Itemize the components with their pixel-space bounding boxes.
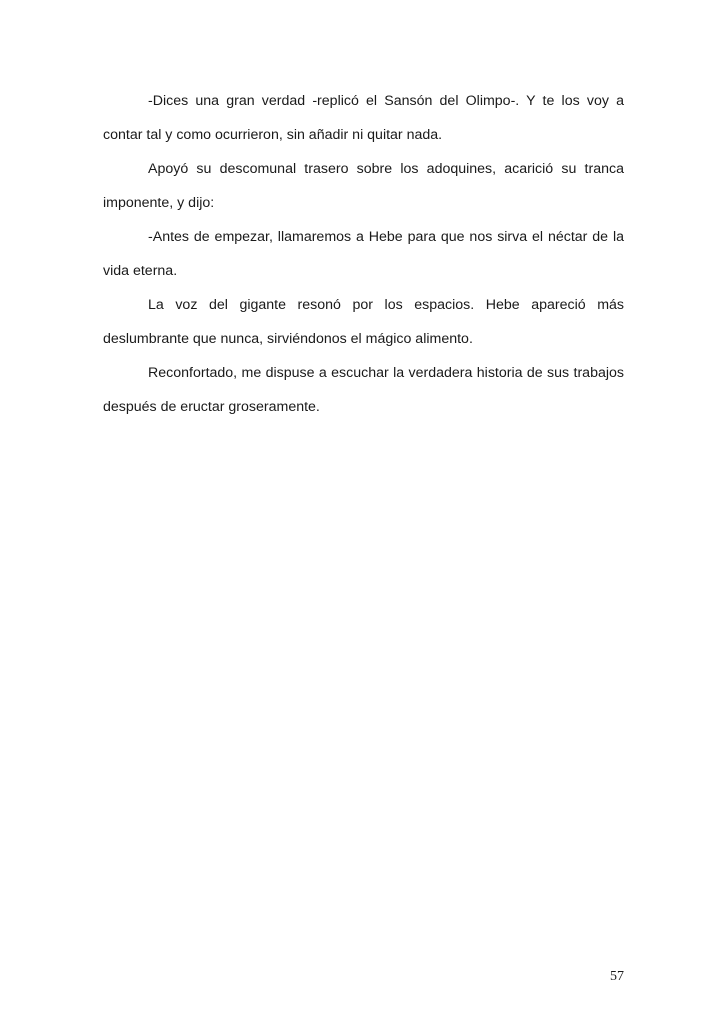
body-text [103, 84, 624, 424]
paragraph-4: La voz del gigante resonó por los espacios. Hebe apareció más deslumbrante que nunca, sirviéndonos el mágico alimento. [103, 297, 624, 347]
page-number: 57 [610, 969, 624, 984]
paragraph-3: -Antes de empezar, llamaremos a Hebe para que nos sirva el néctar de la vida eterna. [103, 229, 624, 279]
paragraph-1: -Dices una gran verdad -replicó el Sansón del Olimpo-. Y te los voy a contar tal y como ocurrieron, sin añadir ni quitar nada. [103, 93, 624, 143]
paragraph-2: Apoyó su descomunal trasero sobre los adoquines, acarició su tranca imponente, y dijo: [103, 161, 624, 211]
paragraph-5: Reconfortado, me dispuse a escuchar la verdadera historia de sus trabajos después de eructar groseramente. [103, 365, 624, 415]
